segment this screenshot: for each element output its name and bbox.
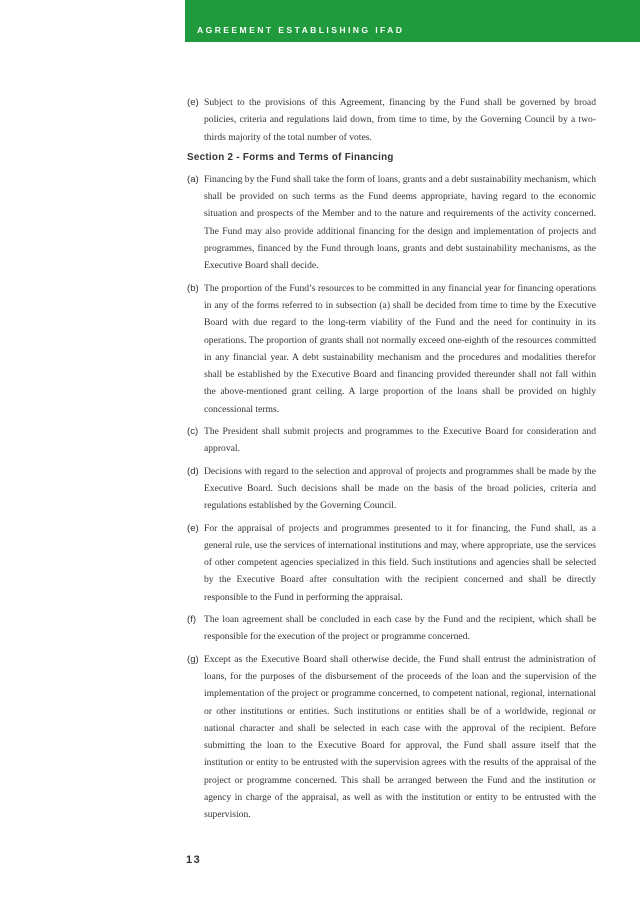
page-content: [187, 94, 596, 829]
paragraph-text: Financing by the Fund shall take the form of loans, grants and a debt sustainability mechanism, which shall be provided on such terms as the Fund deems appropriate, having regard to the economic situation and prospects of the Member and to the nature and requirements of the activity concerned. The Fund may also provide additional financing for the design and implementation of projects and programmes, financed by the Fund through loans, grants and debt sustainability mechanisms, as the Executive Board shall decide.: [204, 173, 596, 272]
paragraph-letter: (c): [187, 426, 199, 438]
paragraph-letter: (e): [187, 97, 199, 108]
paragraph-text: The proportion of the Fund’s resources to be committed in any financial year for financing operations in any of the forms referred to in subsection (a) shall be decided from time to time by the Executive Board with due regard to the long-term viability of the Fund and the need for continuity in its operations. The proportion of grants shall not normally exceed one-eighth of the resources committed in any financial year. A debt sustainability mechanism and the procedures and modalities therefor shall be established by the Executive Board and financing provided thereunder shall not fall within the above-mentioned grant ceiling. A large proportion of the loans shall be provided on highly concessional terms.: [204, 282, 596, 415]
paragraph-g: [187, 651, 596, 824]
paragraph-text: Except as the Executive Board shall otherwise decide, the Fund shall entrust the administration of loans, for the purposes of the disbursement of the proceeds of the loan and the supervision of the implementation of the project or programme concerned, to competent national, regional, international or other institutions or entities. Such institutions or entities shall be of a worldwide, regional or national character and shall be selected in each case with the approval of the recipient. Before submitting the loan to the Executive Board for approval, the Fund shall assure itself that the institution or entity to be entrusted with the supervision agrees with the results of the appraisal of the project or programme concerned. This shall be arranged between the Fund and the institution or agency in charge of the appraisal, as well as with the institution or entity to be entrusted with the supervision.: [204, 653, 596, 821]
paragraph-letter: (e): [187, 522, 199, 534]
paragraph-a: [187, 171, 596, 275]
running-header-title: AGREEMENT ESTABLISHING IFAD: [197, 25, 405, 35]
paragraph-letter: (a): [187, 173, 199, 185]
paragraph-b: [187, 280, 596, 418]
section-heading: Section 2 - Forms and Terms of Financing: [187, 151, 394, 163]
paragraph-e: [187, 520, 596, 606]
paragraph-letter: (b): [187, 282, 199, 294]
paragraph-d: [187, 463, 596, 515]
header-band: [185, 0, 640, 42]
paragraph-text: The President shall submit projects and programmes to the Executive Board for consideration and approval.: [204, 426, 596, 455]
paragraph-letter: (f): [187, 614, 197, 626]
paragraph-f: [187, 611, 596, 646]
paragraph-text: Decisions with regard to the selection and approval of projects and programmes shall be made by the Executive Board. Such decisions shall be made on the basis of the broad policies, criteria and regulations established by the Governing Council.: [204, 465, 596, 512]
intro-paragraph: [187, 94, 596, 146]
paragraph-text: The loan agreement shall be concluded in each case by the Fund and the recipient, which shall be responsible for the execution of the project or programme concerned.: [204, 614, 596, 643]
paragraph-letter: (g): [187, 653, 199, 665]
page-number: 13: [186, 854, 202, 866]
paragraph-text: For the appraisal of projects and programmes presented to it for financing, the Fund shall, as a general rule, use the services of international institutions and may, where appropriate, use the services of other competent agencies specialized in this field. Such institutions and agencies shall be selected by the Executive Board after consultation with the recipient concerned and shall be directly responsible to the Fund in performing the appraisal.: [204, 522, 596, 603]
paragraph-letter: (d): [187, 465, 199, 477]
paragraph-c: [187, 423, 596, 458]
paragraph-text: Subject to the provisions of this Agreement, financing by the Fund shall be governed by broad policies, criteria and regulations laid down, from time to time, by the Governing Council by a two-thirds majority of the total number of votes.: [204, 97, 596, 143]
